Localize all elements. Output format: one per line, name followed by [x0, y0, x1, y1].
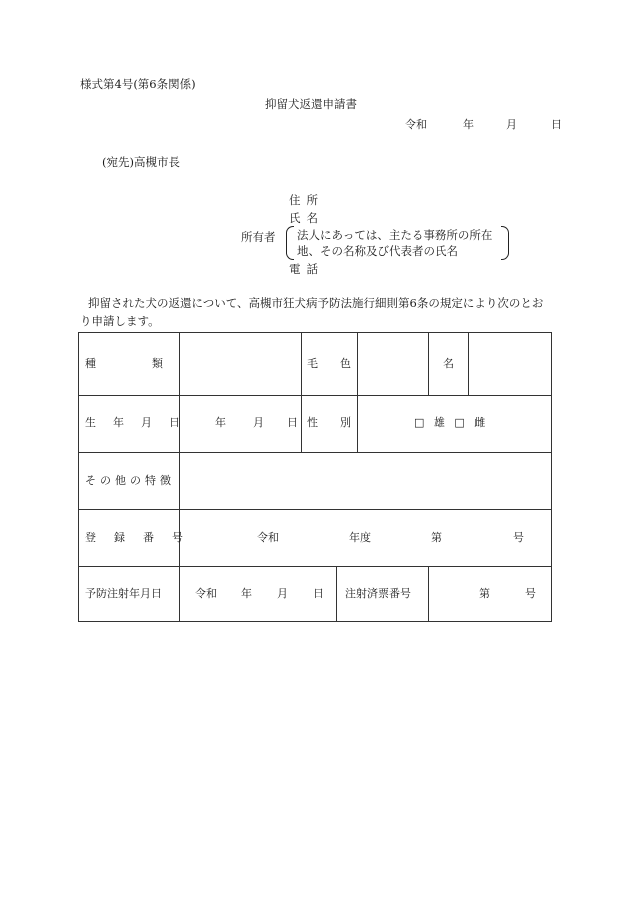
- owner-name-label: 氏名: [289, 211, 324, 225]
- sex-options[interactable]: □ 雄 □ 雌: [414, 416, 489, 429]
- owner-note-line1: 法人にあっては、主たる事務所の所在: [297, 228, 493, 242]
- vaccination-day: 日: [313, 587, 324, 600]
- birth-year: 年: [215, 416, 226, 429]
- date-month: 月: [506, 118, 517, 131]
- intro-text-line2: り申請します。: [80, 314, 160, 328]
- date-day: 日: [551, 118, 562, 131]
- vaccination-date-label: 予防注射年月日: [85, 587, 162, 600]
- registration-dai: 第: [431, 531, 442, 544]
- other-features-label: その他の特徴: [85, 474, 175, 487]
- type-label-text: 種類: [85, 357, 219, 370]
- ticket-number-label: 注射済票番号: [345, 587, 411, 600]
- intro-text-line1: 抑留された犬の返還について、高槻市狂犬病予防法施行細則第6条の規定により次のとお: [88, 296, 544, 310]
- registration-go: 号: [513, 531, 524, 544]
- birth-day: 日: [287, 416, 298, 429]
- sex-label: 性別: [307, 416, 373, 429]
- registration-number-label: 登録番号: [85, 531, 201, 544]
- registration-fiscal-year: 年度: [349, 531, 371, 544]
- registration-era: 令和: [257, 531, 279, 544]
- owner-label: 所有者: [241, 230, 276, 244]
- owner-address-label: 住所: [289, 193, 324, 207]
- vaccination-month: 月: [277, 587, 288, 600]
- document-title: 抑留犬返還申請書: [265, 97, 357, 111]
- vaccination-era: 令和: [195, 587, 217, 600]
- addressee: (宛先)高槻市長: [102, 155, 180, 169]
- birthdate-label: 生年月日: [85, 416, 197, 429]
- type-label: [85, 357, 219, 370]
- ticket-dai: 第: [479, 587, 490, 600]
- coat-color-label: 毛色: [307, 357, 373, 370]
- date-era: 令和: [405, 118, 427, 131]
- vaccination-year: 年: [241, 587, 252, 600]
- application-table: [78, 332, 552, 622]
- owner-phone-label: 電話: [289, 262, 324, 276]
- dog-name-label: 名: [443, 357, 454, 370]
- owner-note-line2: 地、その名称及び代表者の氏名: [297, 244, 458, 258]
- date-line: [405, 119, 562, 130]
- birth-month: 月: [253, 416, 264, 429]
- date-year: 年: [463, 118, 474, 131]
- form-number: 様式第4号(第6条関係): [80, 77, 196, 91]
- ticket-go: 号: [525, 587, 536, 600]
